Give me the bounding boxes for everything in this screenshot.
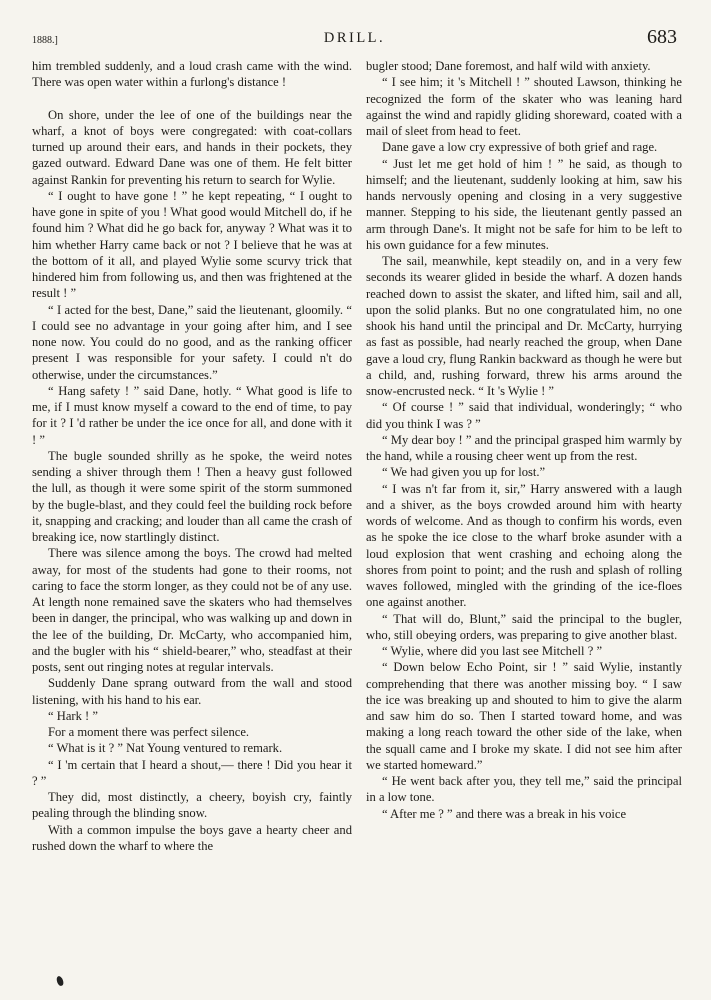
paragraph: The sail, meanwhile, kept steadily on, and in a very few seconds its wearer glided in beside the wharf. A dozen hands reached down to assist the skater, and lifted him, sail and all, upon the solid planks. But no one congratulated him, no one shook his hand until the principal and Dr. McCarty, hurrying as fast as possible, had nearly reached the group, when Dane gave a loud cry, flung Rankin backward as though he were but a child, and, rushing forward, threw his arms around the snow-encrusted neck. “ It 's Wylie ! ” — [366, 254, 682, 398]
paragraph: “ My dear boy ! ” and the principal grasped him warmly by the hand, while a rousing cheer went up from the rest. — [366, 432, 682, 463]
paragraph: They did, most distinctly, a cheery, boyish cry, faintly pealing through the blinding snow. — [32, 790, 352, 821]
paragraph: “ Of course ! ” said that individual, wonderingly; “ who did you think I was ? ” — [366, 400, 682, 431]
paragraph: Dane gave a low cry expressive of both grief and rage. — [382, 140, 658, 155]
paragraph: him trembled suddenly, and a loud crash came with the wind. There was open water within a furlong's distance ! — [32, 59, 352, 90]
paragraph: For a moment there was perfect silence. — [48, 725, 250, 739]
right-column — [366, 58, 682, 822]
paragraph: “ I was n't far from it, sir,” Harry answered with a laugh and a shiver, as the boys crowded around him with hearty words of welcome. And as though to confirm his words, even as he spoke the ice close to the wharf broke asunder with a loud explosion that went crashing and echoing along the shores from point to point; and the rush and splash of rolling waves followed, mingled with the grinding of the ice-floes one against another. — [366, 481, 682, 610]
paragraph: With a common impulse the boys gave a hearty cheer and rushed down the wharf to where the — [32, 822, 352, 853]
paragraph: “ I ought to have gone ! ” he kept repeating, “ I ought to have gone in spite of you ! What good would Mitchell do, if he found him ? What did he go back for, anyway ? What was it to him whether Harry came back or not ? I believe that he was at the bottom of it all, and played Wylie some scurvy trick that hindered him from following us, and then was frightened at the result ! ” — [32, 188, 352, 301]
paragraph: “ Wylie, where did you last see Mitchell ? ” — [382, 644, 603, 658]
paragraph: “ I acted for the best, Dane,” said the lieutenant, gloomily. “ I could see no advantage in your going after him, and I see none now. You could do no good, and as the ranking officer present I was responsible for your safety. I could n't do otherwise, under the circumstances.” — [32, 302, 352, 382]
paragraph: Suddenly Dane sprang outward from the wall and stood listening, with his hand to his ear. — [32, 676, 352, 707]
paragraph: “ I 'm certain that I heard a shout,— there ! Did you hear it ? ” — [32, 757, 352, 788]
paragraph: “ Hang safety ! ” said Dane, hotly. “ What good is life to me, if I must know myself a coward to the end of time, to pay for it ? I 'd rather be under the ice once for all, and done with it ! ” — [32, 383, 352, 447]
paragraph: The bugle sounded shrilly as he spoke, the weird notes sending a shiver through them ! Then a heavy gust followed the lull, as though it were some spirit of the storm summoned by the bugle-blast, and they could feel the building rock before it, snapping and cracking; and louder than all came the crash of breaking ice, now startlingly distinct. — [32, 448, 352, 544]
paragraph: There was silence among the boys. The crowd had melted away, for most of the students had gone to their rooms, not caring to face the storm longer, as they could not be of any use. At length none remained save the skaters who had themselves been in danger, the principal, who was walking up and down in the lee of the building, Dr. McCarty, who accompanied him, and the bugler with his “ shield-bearer,” who, steadfast at their posts, sent out ringing notes at regular intervals. — [32, 546, 352, 674]
paragraph: “ Down below Echo Point, sir ! ” said Wylie, instantly comprehending that there was another missing boy. “ I saw the ice was breaking up and shouted to him to give the alarm and saw him do so. Then I started toward home, and was making a long reach toward the other side of the lake, when the squall came and I broke my skate. I did not see him after we started homeward.” — [366, 660, 682, 772]
running-title: DRILL. — [323, 30, 386, 46]
paragraph: “ After me ? ” and there was a break in his voice — [382, 806, 627, 821]
paragraph: “ I see him; it 's Mitchell ! ” shouted Lawson, thinking he recognized the form of the skater who was leaning hard against the wind and rapidly gliding shoreward, coated with a mail of sleet from head to feet. — [366, 75, 682, 138]
paragraph: “ That will do, Blunt,” said the principal to the bugler, who, still obeying orders, was preparing to give another blast. — [366, 611, 682, 642]
paragraph: “ Just let me get hold of him ! ” he said, as though to himself; and the lieutenant, suddenly looking at him, saw his hands nervously opening and closing in a very suggestive manner. Stepping to his side, the lieutenant gently passed an arm through Dane's. It might not be safe for him to be left to his own guidance for a few minutes. — [366, 156, 682, 252]
issue-date: 1888.] — [32, 35, 58, 46]
page-number: 683 — [647, 26, 677, 48]
paragraph: “ We had given you up for lost.” — [382, 465, 546, 480]
paragraph: “ What is it ? ” Nat Young ventured to remark. — [48, 741, 283, 756]
paragraph: bugler stood; Dane foremost, and half wild with anxiety. — [366, 59, 651, 73]
paragraph: On shore, under the lee of one of the buildings near the wharf, a knot of boys were congregated: with coat-collars turned up around their ears, and hands in their pockets, they gazed outward. Edward Dane was one of them. He felt bitter against Rankin for preventing his return to search for Wylie. — [32, 107, 352, 187]
left-column — [32, 58, 352, 854]
paragraph: “ He went back after you, they tell me,” said the principal in a low tone. — [366, 774, 682, 805]
paragraph: “ Hark ! ” — [48, 708, 98, 723]
page-header — [32, 26, 677, 52]
ink-blot — [55, 975, 64, 986]
